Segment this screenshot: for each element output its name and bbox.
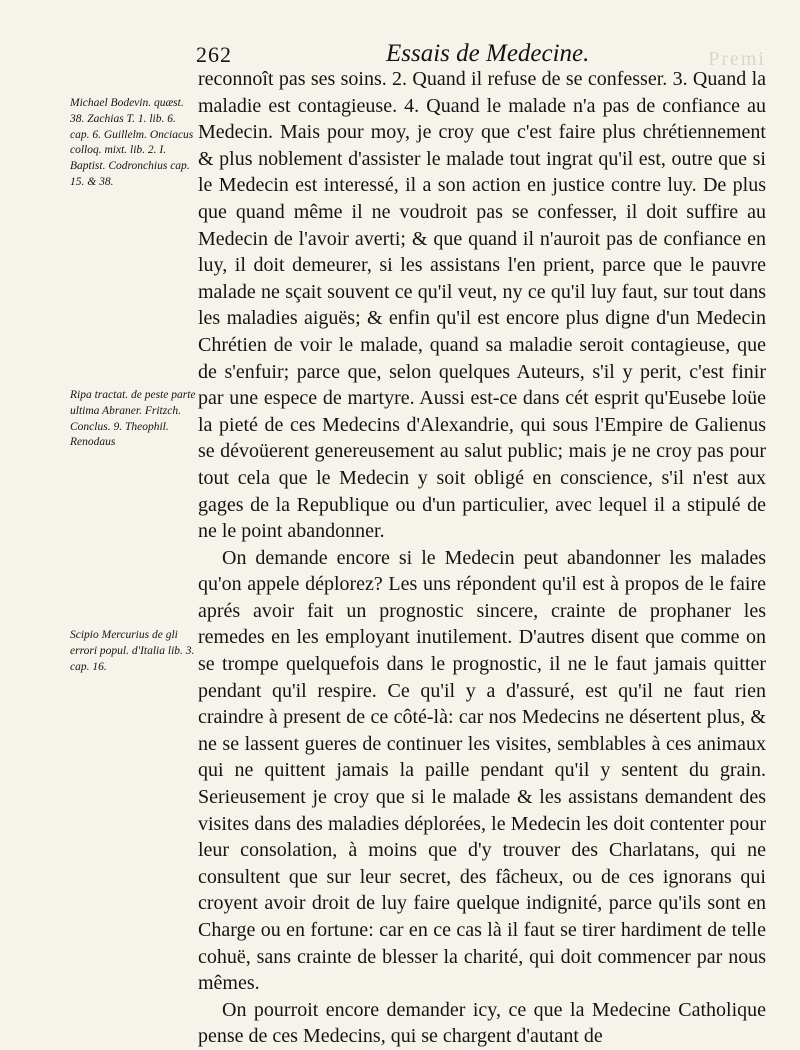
margin-note-citations-3: Scipio Mercurius de gli errori popul. d'Italia lib. 3. cap. 16. xyxy=(70,629,195,673)
running-title: Essais de Medecine. xyxy=(386,40,590,67)
page-number: 262 xyxy=(196,42,232,67)
paragraph-medecine-catholique: On pourroit encore demander icy, ce que la Medecine Catholique pense de ces Medecins, qui se chargent d'autant de xyxy=(198,998,766,1048)
margin-note-citations-2: Ripa tractat. de peste parte ultima Abraner. Fritzch. Conclus. 9. Theophil. Renodaus xyxy=(70,389,196,449)
paragraph-continuation: reconnoît pas ses soins. 2. Quand il refuse de se confesser. 3. Quand la maladie est contagieuse. 4. Quand le malade n'a pas de confiance au Medecin. Mais pour moy, je croy que c'est faire plus chrétiennement & plus noblement d'assister le malade tout ingrat qu'il est, outre que si le Medecin est interessé, il a son action en justice contre luy. De plus que quand même il ne voudroit pas se confesser, il doit suffire au Medecin de l'avoir averti; & que quand il n'auroit pas de confiance en luy, il doit demeurer, si les assistans l'en prient, parce que le pauvre malade ne sçait souvent ce qu'il veut, ny ce qu'il luy faut, sur tout dans les maladies aiguës; & enfin qu'il est encore plus digne d'un Medecin Chrétien de voir le malade, quand sa maladie seroit contagieuse, que de s'enfuir; parce que, selon quelques Auteurs, s'il y perit, c'est finir par une espece de martyre. Aussi est-ce dans cét esprit qu'Eusebe loüe la pieté de ces Medecins d'Alexandrie, qui sous l'Empire de Galienus se dévoüerent genereusement au salut public; mais je ne croy pas pour tout cela que le Medecin y soit obligé en conscience, s'il n'est aux gages de la Republique ou d'un particulier, avec lequel il a stipulé de ne le point abandonner. xyxy=(198,68,766,543)
margin-note-citations-1: Michael Bodevin. quæst. 38. Zachias T. 1. lib. 6. cap. 6. Guillelm. Onciacus colloq. mixt. lib. 2. I. Baptist. Codronchius cap. 15. & 38. xyxy=(70,97,194,188)
bleed-through-text: Premi xyxy=(708,48,766,70)
main-text-column xyxy=(198,66,766,1050)
paragraph-deplorez: On demande encore si le Medecin peut abandonner les malades qu'on appele déplorez? Les uns répondent qu'il est à propos de le faire aprés avoir fait un prognostic sincere, crainte de prophaner les remedes en les employant inutilement. D'autres disent que comme on se trompe quelquefois dans le prognostic, il ne le faut jamais quitter pendant qu'il respire. Ce qu'il y a d'assuré, est qu'il ne faut rien craindre à present de ce côté-là: car nos Medecins ne désertent plus, & ne se lassent gueres de continuer les visites, semblables à ces animaux qui ne quittent jamais la paille pendant qu'il y sentent du grain. Serieusement je croy que si le malade & les assistans demandent des visites dans des maladies déplorées, le Medecin les doit contenter pour leur consolation, à moins que d'y trouver des Charlatans, qui ne consultent que sur leur secret, des fâcheux, ou de ces ignorans qui croyent avoir droit de luy faire quelque indignité, parce qu'ils sont en Charge ou en fortune: car en ce cas là il faut se tirer hardiment de telle cohuë, sans crainte de blesser la charité, qui doit commencer par nous mêmes. xyxy=(198,546,766,995)
